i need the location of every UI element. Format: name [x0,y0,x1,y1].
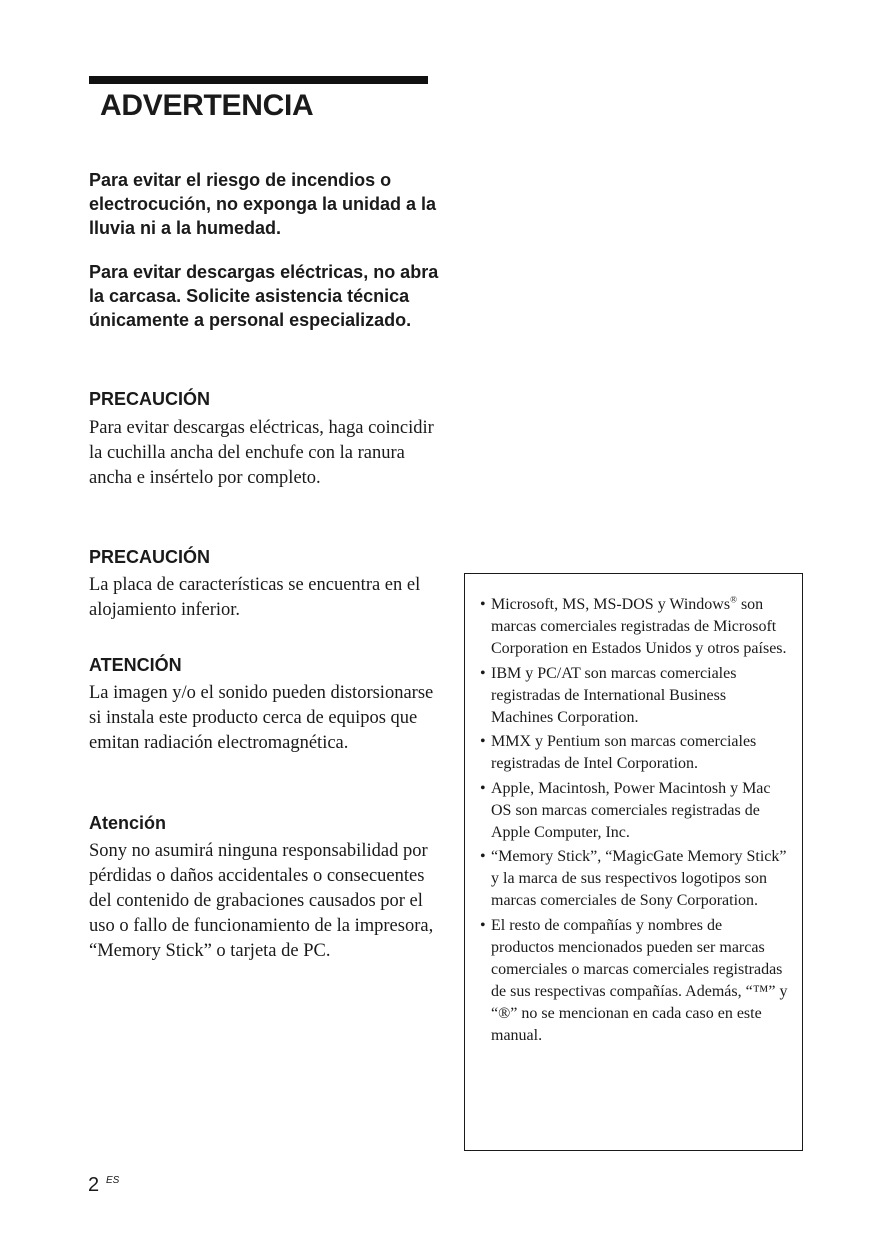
page-title: ADVERTENCIA [100,89,314,122]
trademark-item [480,594,788,660]
heading-rule [89,76,428,84]
trademark-item [480,915,788,1047]
trademarks-box [464,573,803,1151]
section-heading-precaucion-2: PRECAUCIÓN [89,547,211,567]
section-heading-atencion: Atención [89,813,167,833]
trademark-item-text: MMX y Pentium son marcas comerciales registradas de Intel Corporation. [491,733,757,772]
section-heading-precaucion-1: PRECAUCIÓN [89,389,211,409]
section-body-precaucion-2: La placa de características se encuentra en el alojamiento inferior. [89,575,421,620]
trademark-item [480,846,788,912]
trademark-item-text: Microsoft, MS, MS-DOS y Windows [491,596,731,613]
trademarks-list [465,574,802,1047]
section-body-atencion: Sony no asumirá ninguna responsabilidad por pérdidas o daños accidentales o consecuentes del contenido de grabaciones causados por el uso o fallo de funcionamiento de la impresora, “Memory Stick” o tarjeta de PC. [89,841,434,961]
trademark-item-text-continued: son marcas comerciales registradas de Microsoft Corporation en Estados Unidos y otros países. [491,596,787,657]
trademark-item [480,663,788,729]
registered-mark: ® [730,594,737,605]
bullet: • [480,664,486,682]
page-number: 2 [88,1174,100,1196]
warning-shock: Para evitar descargas eléctricas, no abra la carcasa. Solicite asistencia técnica únicamente a personal especializado. [89,262,439,330]
trademark-item-text: “Memory Stick”, “MagicGate Memory Stick” y la marca de sus respectivos logotipos son marcas comerciales de Sony Corporation. [491,848,787,909]
trademark-item-text: IBM y PC/AT son marcas comerciales registradas de International Business Machines Corporation. [491,664,737,726]
bullet: • [480,733,486,750]
trademark-item-text: Apple, Macintosh, Power Macintosh y Mac OS son marcas comerciales registradas de Apple Computer, Inc. [491,779,771,841]
section-body-precaucion-1: Para evitar descargas eléctricas, haga coincidir la cuchilla ancha del enchufe con la ranura ancha e insértelo por completo. [89,418,434,488]
section-heading-atencion-upper: ATENCIÓN [89,655,182,675]
section-body-atencion-upper: La imagen y/o el sonido pueden distorsionarse si instala este producto cerca de equipos que emitan radiación electromagnética. [89,683,434,753]
bullet: • [480,596,486,613]
bullet: • [480,848,486,865]
trademark-item-text: El resto de compañías y nombres de productos mencionados pueden ser marcas comerciales o marcas comerciales registradas de sus respectivas compañías. Además, “™” y “®” no se mencionan en cada caso en este manual. [491,916,788,1044]
warning-fire: Para evitar el riesgo de incendios o electrocución, no exponga la unidad a la lluvia ni a la humedad. [89,170,437,238]
trademark-item [480,778,788,844]
trademark-item [480,731,788,775]
page-language-code: ES [106,1175,120,1186]
bullet: • [480,916,486,934]
bullet: • [480,779,486,797]
